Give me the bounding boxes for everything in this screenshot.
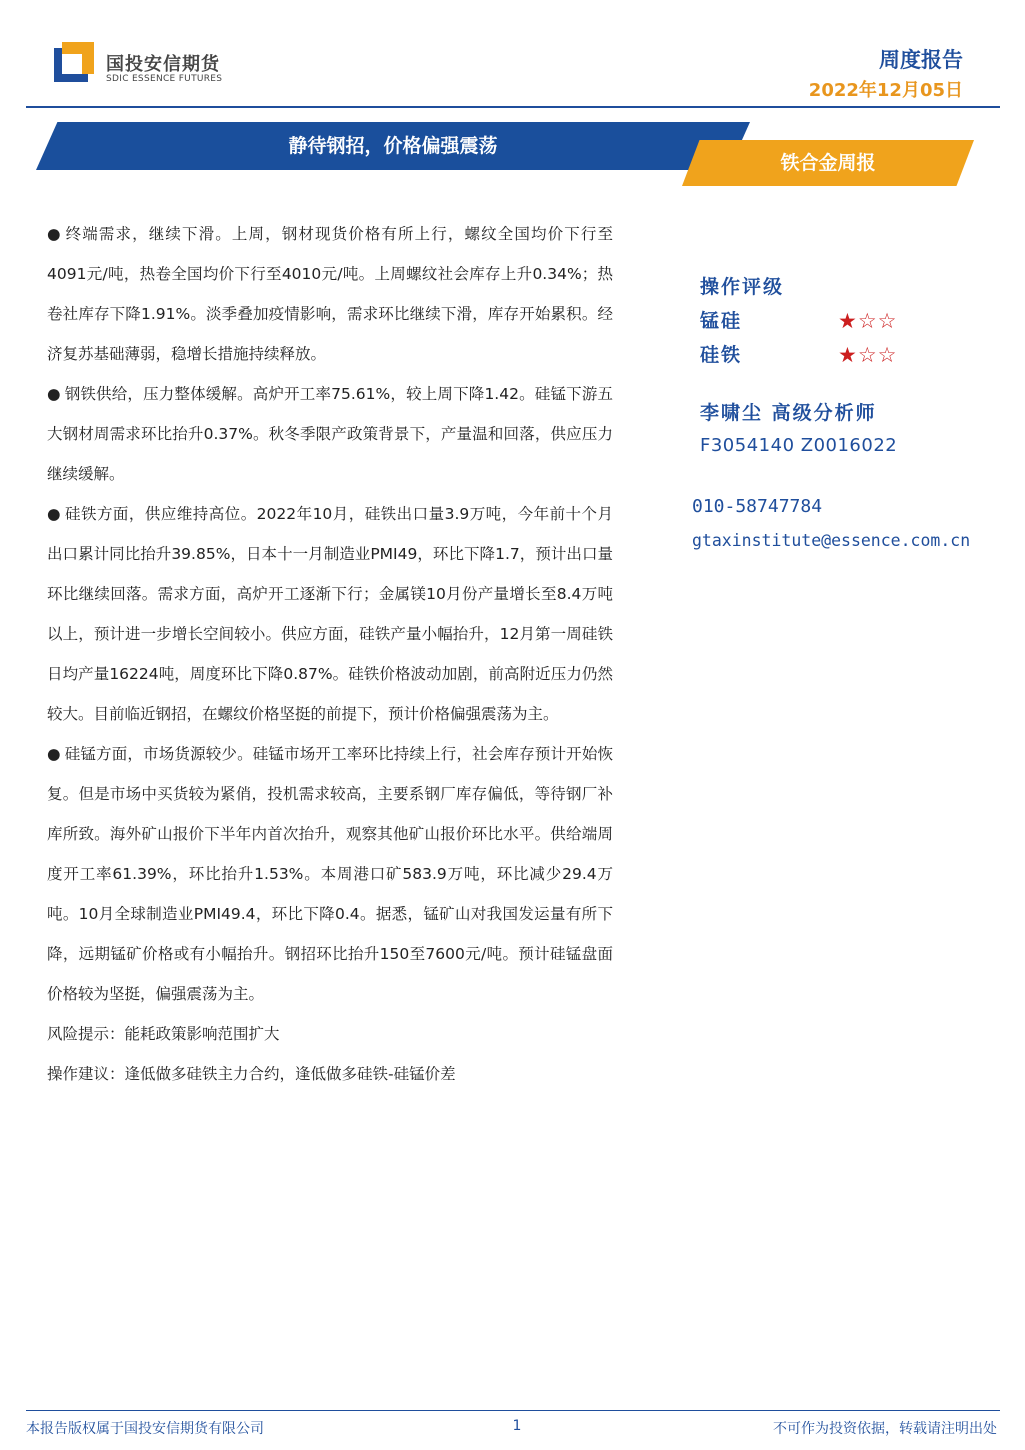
report-body	[47, 214, 613, 1094]
paragraph-demand	[47, 214, 613, 374]
logo-name-en: SDIC ESSENCE FUTURES	[106, 74, 223, 84]
paragraph-silicomanganese	[47, 734, 613, 1014]
sidebar	[700, 270, 1020, 462]
bullet-icon: ●	[47, 505, 61, 523]
header-divider	[26, 106, 1000, 108]
paragraph-text: 硅铁方面，供应维持高位。2022年10月，硅铁出口量3.9万吨，今年前十个月出口累计同比抬升39.85%，日本十一月制造业PMI49，环比下降1.7，预计出口量环比继续回落。需求方面，高炉开工逐渐下行；金属镁10月份产量增长至8.4万吨以上，预计进一步增长空间较小。供应方面，硅铁产量小幅抬升，12月第一周硅铁日均产量16224吨，周度环比下降0.87%。硅铁价格波动加剧，前高附近压力仍然较大。目前临近钢招，在螺纹价格坚挺的前提下，预计价格偏强震荡为主。	[47, 505, 613, 723]
paragraph-ferrosilicon	[47, 494, 613, 734]
rating-name: 锰硅	[700, 310, 743, 332]
risk-text: 风险提示：能耗政策影响范围扩大	[47, 1025, 280, 1043]
rating-name: 硅铁	[700, 344, 743, 366]
report-date: 2022年12月05日	[808, 80, 963, 101]
logo-name-cn: 国投安信期货	[106, 54, 220, 75]
analyst-license: F3054140 Z0016022	[700, 435, 898, 456]
bullet-icon: ●	[47, 385, 61, 403]
star-rating-icon: ★☆☆	[838, 309, 898, 333]
footer-copyright: 本报告版权属于国投安信期货有限公司	[26, 1421, 264, 1437]
report-title: 静待钢招，价格偏强震荡	[288, 135, 498, 157]
bullet-icon: ●	[47, 225, 62, 243]
phone-number: 010-58747784	[692, 496, 823, 517]
paragraph-supply	[47, 374, 613, 494]
contact-info	[692, 490, 1022, 558]
footer-disclaimer: 不可作为投资依据，转载请注明出处	[773, 1421, 997, 1437]
footer-divider	[26, 1410, 1000, 1411]
rating-row	[700, 338, 1020, 372]
paragraph-text: 硅锰方面，市场货源较少。硅锰市场开工率环比持续上行，社会库存预计开始恢复。但是市场中买货较为紧俏，投机需求较高，主要系钢厂库存偏低，等待钢厂补库所致。海外矿山报价下半年内首次抬升，观察其他矿山报价环比水平。供给端周度开工率61.39%，环比抬升1.53%。本周港口矿583.9万吨，环比减少29.4万吨。10月全球制造业PMI49.4，环比下降0.4。据悉，锰矿山对我国发运量有所下降，远期锰矿价格或有小幅抬升。钢招环比抬升150至7600元/吨。预计硅锰盘面价格较为坚挺，偏强震荡为主。	[47, 745, 613, 1003]
bullet-icon: ●	[47, 745, 61, 763]
page-number: 1	[512, 1418, 522, 1434]
company-logo	[54, 42, 94, 82]
email-address[interactable]: gtaxinstitute@essence.com.cn	[692, 531, 971, 550]
rating-row	[700, 304, 1020, 338]
paragraph-text: 钢铁供给，压力整体缓解。高炉开工率75.61%，较上周下降1.42。硅锰下游五大钢材周需求环比抬升0.37%。秋冬季限产政策背景下，产量温和回落，供应压力继续缓解。	[47, 385, 613, 483]
paragraph-text: 终端需求，继续下滑。上周，钢材现货价格有所上行，螺纹全国均价下行至4091元/吨，热卷全国均价下行至4010元/吨。上周螺纹社会库存上升0.34%；热卷社库存下降1.91%。淡季叠加疫情影响，需求环比继续下滑，库存开始累积。经济复苏基础薄弱，稳增长措施持续释放。	[47, 225, 613, 363]
rating-heading: 操作评级	[700, 276, 785, 298]
advice-text: 操作建议：逢低做多硅铁主力合约，逢低做多硅铁-硅锰价差	[47, 1065, 456, 1083]
operation-advice	[47, 1054, 613, 1094]
risk-warning	[47, 1014, 613, 1054]
star-rating-icon: ★☆☆	[838, 343, 898, 367]
report-category: 铁合金周报	[780, 152, 876, 174]
report-type: 周度报告	[879, 48, 963, 72]
analyst-name: 李啸尘 高级分析师	[700, 402, 877, 424]
